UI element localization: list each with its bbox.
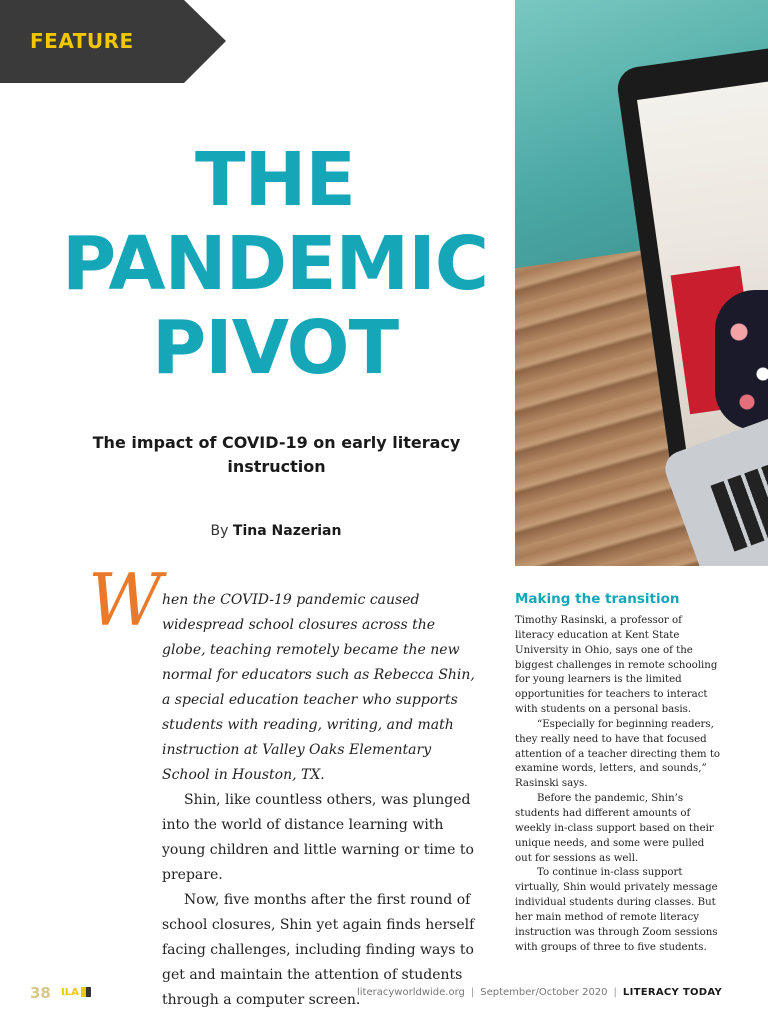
section-heading: Making the transition <box>515 591 680 607</box>
magazine-name: LITERACY TODAY <box>622 987 722 998</box>
divider: | <box>613 987 617 998</box>
paragraph: Before the pandemic, Shin’s students had different amounts of weekly in-class support based on their unique needs, and some were pulled out for sessions as well. <box>515 793 714 864</box>
website-link[interactable]: literacyworldwide.org <box>357 987 465 998</box>
article-photo <box>515 0 768 566</box>
main-article-column <box>162 588 482 1013</box>
paragraph: “Especially for beginning readers, they really need to have that focused attention of a teacher directing them to examine words, letters, and sounds,” Rasinski says. <box>515 718 721 790</box>
page-footer <box>30 984 722 1006</box>
title-line-1: THE <box>195 137 355 223</box>
ila-logo-icon <box>81 987 91 997</box>
title-line-3: PIVOT <box>151 305 399 391</box>
author-name: Tina Nazerian <box>232 523 342 539</box>
ila-logo: ILA <box>61 987 79 998</box>
photo-person <box>715 290 768 430</box>
section-tag: FEATURE <box>30 29 134 53</box>
paragraph-intro: hen the COVID-19 pandemic caused widespread school closures across the globe, teaching remotely became the new normal for educators such as Rebecca Shin, a special education teacher who supports students with reading, writing, and math instruction at Valley Oaks Elementary School in Houston, TX. <box>162 592 475 783</box>
paragraph: To continue in-class support virtually, Shin would privately message individual students during classes. But her main method of remote literacy instruction was through Zoom sessions with groups of three to five students. <box>515 867 718 953</box>
issue-date: September/October 2020 <box>480 987 608 998</box>
paragraph: Timothy Rasinski, a professor of literacy education at Kent State University in Ohio, says one of the biggest challenges in remote schooling for young learners is the limited opportunities for teachers to interact with students on a personal basis. <box>515 615 718 716</box>
page-number: 38 <box>30 984 51 1002</box>
footer-meta <box>357 987 722 998</box>
paragraph: Shin, like countless others, was plunged into the world of distance learning with young children and little warning or time to prepare. <box>162 792 474 883</box>
paragraph: Now, five months after the first round of school closures, Shin yet again finds herself facing challenges, including finding ways to get and maintain the attention of students through a computer screen. <box>162 892 475 1008</box>
page-title <box>20 138 530 390</box>
byline <box>140 523 412 539</box>
sidebar-column <box>515 590 723 955</box>
byline-prefix: By <box>210 523 229 539</box>
drop-cap: W <box>88 558 163 642</box>
title-line-2: PANDEMIC <box>61 221 489 307</box>
divider: | <box>470 987 475 998</box>
subtitle: The impact of COVID-19 on early literacy instruction <box>92 433 461 476</box>
